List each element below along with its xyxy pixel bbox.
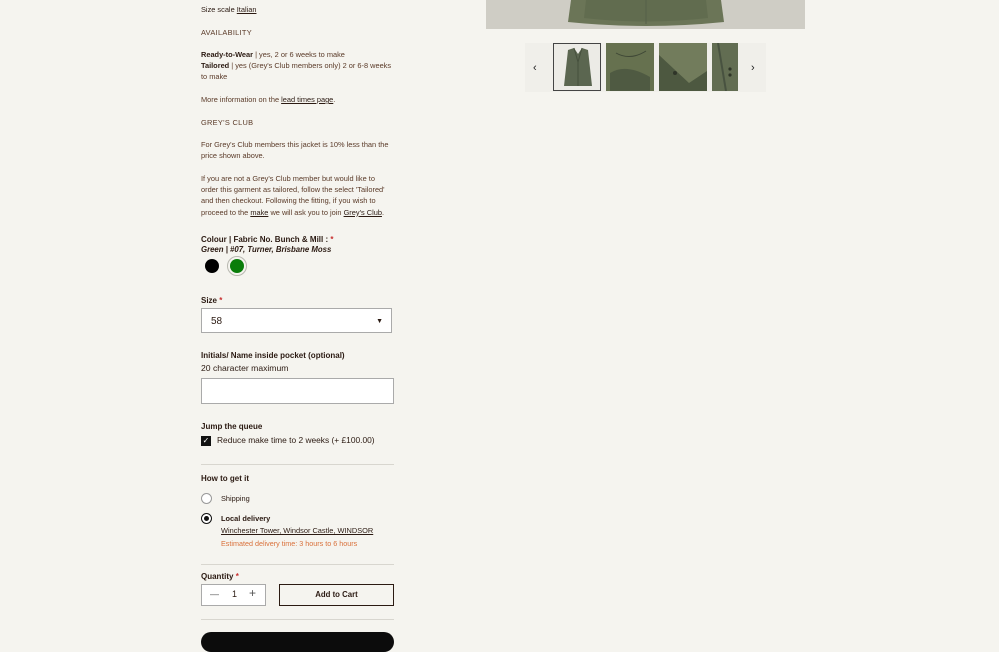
more-info-prefix: More information on the: [201, 95, 282, 104]
colour-required: *: [330, 235, 334, 244]
divider: [201, 464, 394, 465]
buy-now-button[interactable]: [201, 632, 394, 652]
more-info: [201, 94, 394, 105]
size-select[interactable]: [201, 308, 392, 333]
local-delivery-label[interactable]: Local delivery: [221, 514, 271, 523]
delivery-heading: How to get it: [201, 474, 249, 483]
delivery-estimate: Estimated delivery time: 3 hours to 6 hours: [221, 539, 358, 548]
availability-heading: AVAILABILITY: [201, 28, 252, 37]
queue-heading: Jump the queue: [201, 422, 263, 431]
jacket-photo: [486, 0, 805, 29]
quantity-value[interactable]: 1: [232, 589, 238, 599]
quantity-stepper: [201, 584, 266, 606]
local-delivery-radio[interactable]: [201, 513, 212, 524]
minus-icon[interactable]: —: [210, 589, 219, 599]
size-scale-label: Size scale: [201, 5, 235, 14]
colour-section: [201, 235, 401, 255]
jacket-lapel-thumb: [659, 43, 707, 91]
non-member-text: If you are not a Grey's Club member but would like to order this garment as tailored, follow the select 'Tailored' and then checkout. Following the fitting, if you wish to proceed to the: [201, 174, 385, 217]
size-label: Size: [201, 296, 218, 305]
size-scale-row: [201, 4, 256, 15]
initials-hint: 20 character maximum: [201, 363, 289, 373]
greys-club-link[interactable]: Grey's Club: [343, 207, 382, 217]
jacket-front-thumb: [554, 44, 601, 91]
tailored-text: | yes (Grey's Club members only) 2 or 6-8 weeks to make: [201, 61, 392, 82]
chevron-down-icon: ▼: [376, 318, 383, 325]
local-delivery-address[interactable]: Winchester Tower, Windsor Castle, WINDSOR: [221, 526, 374, 535]
greys-club-heading: GREY'S CLUB: [201, 118, 254, 127]
tailored-label: Tailored: [201, 61, 230, 70]
size-scale-link[interactable]: Italian: [236, 5, 257, 14]
quantity-label: Quantity: [201, 572, 234, 581]
plus-icon[interactable]: +: [249, 586, 257, 600]
rtw-label: Ready-to-Wear: [201, 50, 254, 59]
checkmark-icon: ✓: [202, 436, 210, 445]
divider: [201, 564, 394, 565]
chevron-left-icon[interactable]: ‹: [533, 62, 537, 74]
queue-option-label[interactable]: Reduce make time to 2 weeks (+ £100.00): [217, 435, 375, 445]
thumbnail-1[interactable]: [553, 43, 601, 91]
initials-label: Initials/ Name inside pocket (optional): [201, 351, 345, 360]
jacket-detail-thumb: [606, 43, 654, 91]
make-link[interactable]: make: [250, 207, 269, 217]
size-label-row: [201, 296, 222, 305]
thumbnail-2[interactable]: [606, 43, 654, 91]
availability-rtw: [201, 49, 394, 60]
divider: [201, 619, 394, 620]
queue-checkbox[interactable]: [201, 436, 211, 446]
colour-label: Colour | Fabric No. Bunch & Mill :: [201, 235, 329, 244]
colour-label-row: [201, 235, 401, 245]
shipping-label[interactable]: Shipping: [221, 494, 250, 503]
shipping-radio[interactable]: [201, 493, 212, 504]
swatch-black[interactable]: [205, 259, 219, 273]
thumbnail-3[interactable]: [659, 43, 707, 91]
chevron-right-icon[interactable]: ›: [751, 62, 755, 74]
size-value: 58: [211, 316, 223, 327]
size-required: *: [219, 296, 223, 305]
end-text: .: [381, 207, 385, 217]
availability-tailored: [201, 60, 394, 82]
swatch-green[interactable]: [230, 259, 244, 273]
more-info-suffix: .: [333, 95, 336, 104]
main-product-image: [486, 0, 805, 29]
quantity-required: *: [235, 572, 239, 581]
lead-times-link[interactable]: lead times page: [281, 95, 334, 104]
mid-text: we will ask you to join: [268, 207, 344, 217]
rtw-text: | yes, 2 or 6 weeks to make: [253, 50, 345, 59]
thumbnail-4[interactable]: [712, 43, 738, 91]
quantity-label-row: [201, 572, 239, 581]
add-to-cart-button[interactable]: Add to Cart: [279, 584, 394, 606]
jacket-sleeve-thumb: [712, 43, 738, 91]
colour-selected: Green | #07, Turner, Brisbane Moss: [201, 245, 332, 254]
greys-club-info: [201, 173, 394, 218]
initials-input[interactable]: [201, 378, 394, 404]
greys-club-discount: For Grey's Club members this jacket is 10% less than the price shown above.: [201, 140, 389, 161]
